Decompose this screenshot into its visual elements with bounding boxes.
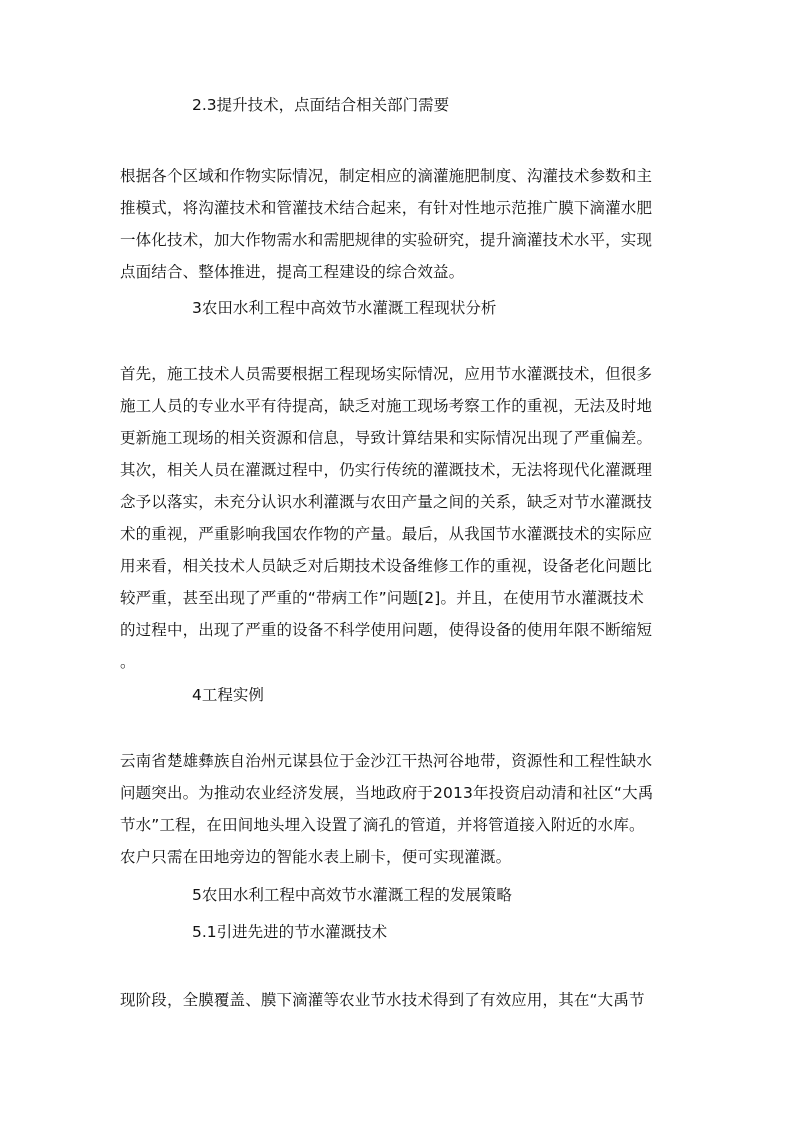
text-line: 较严重，甚至出现了严重的“带病工作”问题[2]。并且，在使用节水灌溉技术 <box>120 589 644 607</box>
paragraph-3-body <box>120 358 686 678</box>
text-line: 首先，施工技术人员需要根据工程现场实际情况，应用节水灌溉技术，但很多 <box>120 365 653 383</box>
section-heading-5: 5农田水利工程中高效节水灌溉工程的发展策略 <box>192 886 512 904</box>
text-line: 农户只需在田地旁边的智能水表上刷卡，便可实现灌溉。 <box>120 848 512 866</box>
text-line: 用来看，相关技术人员缺乏对后期技术设备维修工作的重视，设备老化问题比 <box>120 557 653 575</box>
text-line: 念予以落实，未充分认识水利灌溉与农田产量之间的关系，缺乏对节水灌溉技 <box>120 493 653 511</box>
text-line: 术的重视，严重影响我国农作物的产量。最后，从我国节水灌溉技术的实际应 <box>120 525 653 543</box>
text-line: 一体化技术，加大作物需水和需肥规律的实验研究，提升滴灌技术水平，实现 <box>120 231 653 249</box>
text-line: 现阶段，全膜覆盖、膜下滴灌等农业节水技术得到了有效应用，其在“大禹节 <box>120 991 645 1009</box>
section-heading-5-1: 5.1引进先进的节水灌溉技术 <box>192 923 388 941</box>
text-line: 的过程中，出现了严重的设备不科学使用问题，使得设备的使用年限不断缩短 <box>120 621 653 639</box>
text-line: 施工人员的专业水平有待提高，缺乏对施工现场考察工作的重视，无法及时地 <box>120 397 653 415</box>
section-heading-4: 4工程实例 <box>192 686 264 704</box>
text-line: 根据各个区域和作物实际情况，制定相应的滴灌施肥制度、沟灌技术参数和主 <box>120 167 653 185</box>
paragraph-2-3-body <box>120 160 686 288</box>
text-line: 其次，相关人员在灌溉过程中，仍实行传统的灌溉技术，无法将现代化灌溉理 <box>120 461 653 479</box>
text-line: 节水”工程，在田间地头埋入设置了滴孔的管道，并将管道接入附近的水库。 <box>120 816 645 834</box>
section-heading-3: 3农田水利工程中高效节水灌溉工程现状分析 <box>192 299 497 317</box>
text-line: 云南省楚雄彝族自治州元谋县位于金沙江干热河谷地带，资源性和工程性缺水 <box>120 752 653 770</box>
text-line: 更新施工现场的相关资源和信息，导致计算结果和实际情况出现了严重偏差。 <box>120 429 653 447</box>
text-line: 点面结合、整体推进，提高工程建设的综合效益。 <box>120 263 465 281</box>
paragraph-5-1-body <box>120 984 686 1016</box>
text-line: 。 <box>120 653 136 671</box>
text-line: 问题突出。为推动农业经济发展，当地政府于2013年投资启动清和社区“大禹 <box>120 784 654 802</box>
text-line: 推模式，将沟灌技术和管灌技术结合起来，有针对性地示范推广膜下滴灌水肥 <box>120 199 653 217</box>
paragraph-4-body <box>120 745 686 873</box>
section-heading-2-3: 2.3提升技术，点面结合相关部门需要 <box>192 96 450 114</box>
